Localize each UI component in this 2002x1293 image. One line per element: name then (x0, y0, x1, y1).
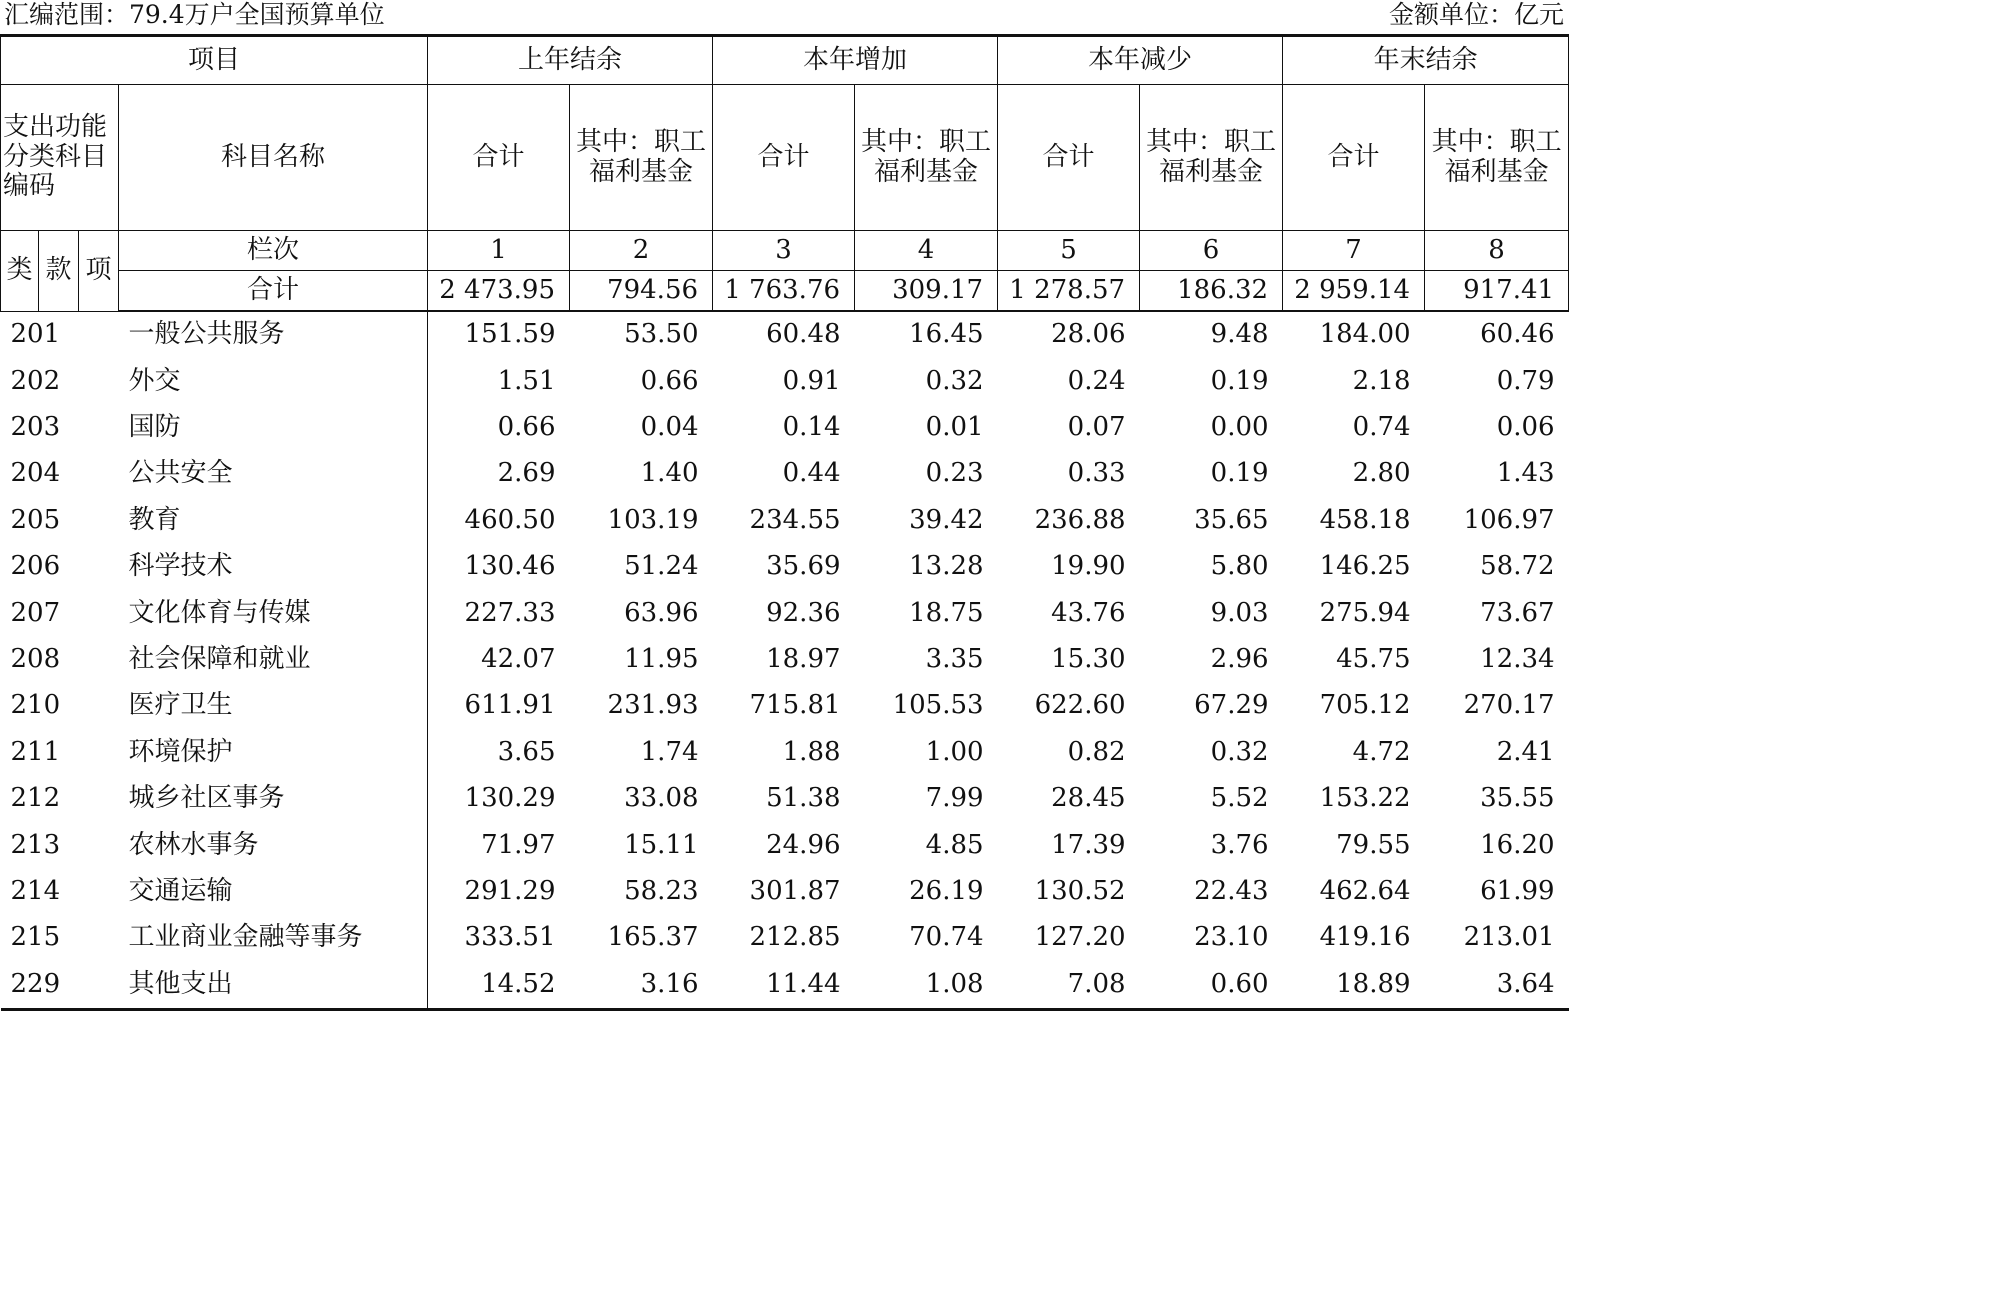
table-body (1, 311, 1569, 1009)
amount-cell: 0.06 (1496, 412, 1555, 443)
grand-total-value: 1 278.57 (998, 271, 1140, 312)
item-header: 项目 (1, 36, 428, 85)
amount-cell: 146.25 (1319, 551, 1411, 582)
budget-balance-table (0, 34, 1569, 1011)
group-header-row (1, 36, 1569, 85)
sub-header-welfare: 其中：职工福利基金 (570, 85, 713, 231)
subject-code-cell: 229 (10, 968, 61, 999)
amount-cell: 2.18 (1352, 365, 1411, 396)
column-number: 2 (570, 231, 713, 271)
scope-note: 汇编范围：79.4万户全国预算单位 (4, 0, 385, 29)
amount-cell: 4.85 (925, 829, 984, 860)
amount-cell: 333.51 (464, 922, 556, 953)
subject-code-cell: 210 (10, 690, 61, 721)
amount-cell: 1.43 (1496, 458, 1555, 489)
amount-cell: 3.65 (497, 736, 556, 767)
sub-header-total: 合计 (428, 85, 570, 231)
subject-code-cell: 211 (10, 736, 61, 767)
amount-cell: 2.80 (1352, 458, 1411, 489)
amount-cell: 0.79 (1496, 365, 1555, 396)
amount-cell: 60.48 (766, 319, 841, 350)
subject-code-cell: 208 (10, 643, 61, 674)
column-number: 6 (1140, 231, 1283, 271)
amount-cell: 42.07 (481, 643, 556, 674)
table-row (1, 590, 1569, 636)
amount-cell: 130.52 (1034, 875, 1126, 906)
amount-cell: 0.32 (1210, 736, 1269, 767)
subject-name-cell: 一般公共服务 (119, 311, 428, 358)
sub-header-row (1, 85, 1569, 231)
amount-cell: 1.00 (925, 736, 984, 767)
group-header-increase: 本年增加 (713, 36, 998, 85)
amount-cell: 234.55 (749, 504, 841, 535)
amount-cell: 0.00 (1210, 412, 1269, 443)
amount-cell: 1.40 (640, 458, 699, 489)
amount-cell: 130.29 (464, 783, 556, 814)
sub-header-welfare: 其中：职工福利基金 (1425, 85, 1569, 231)
column-number: 7 (1283, 231, 1425, 271)
subject-code-cell: 201 (10, 319, 61, 349)
group-header-decrease: 本年减少 (998, 36, 1283, 85)
column-number-row (1, 231, 1569, 271)
amount-cell: 3.76 (1210, 829, 1269, 860)
subject-code-cell: 202 (10, 365, 61, 396)
amount-cell: 11.95 (624, 643, 699, 674)
amount-cell: 53.50 (624, 319, 699, 350)
amount-cell: 2.69 (497, 458, 556, 489)
amount-cell: 45.75 (1336, 643, 1411, 674)
sub-header-total: 合计 (998, 85, 1140, 231)
amount-cell: 1.51 (497, 365, 556, 396)
group-header-prior-balance: 上年结余 (428, 36, 713, 85)
subject-code-cell: 203 (10, 412, 61, 443)
amount-cell: 3.16 (640, 968, 699, 999)
amount-cell: 3.64 (1496, 968, 1555, 999)
amount-cell: 130.46 (464, 551, 556, 582)
amount-cell: 1.88 (782, 736, 841, 767)
amount-cell: 39.42 (909, 504, 984, 535)
amount-cell: 0.66 (497, 412, 556, 443)
table-row (1, 915, 1569, 961)
amount-cell: 35.55 (1480, 783, 1555, 814)
amount-cell: 460.50 (464, 504, 556, 535)
subject-code-cell: 212 (10, 783, 61, 814)
amount-cell: 0.19 (1210, 458, 1269, 489)
amount-cell: 0.82 (1067, 736, 1126, 767)
grand-total-value: 794.56 (570, 271, 713, 312)
amount-cell: 51.38 (766, 783, 841, 814)
amount-cell: 67.29 (1194, 690, 1269, 721)
amount-cell: 15.11 (624, 829, 699, 860)
table-row (1, 311, 1569, 358)
grand-total-value: 2 959.14 (1283, 271, 1425, 312)
amount-cell: 58.72 (1480, 551, 1555, 582)
amount-cell: 458.18 (1319, 504, 1411, 535)
amount-cell: 19.90 (1051, 551, 1126, 582)
amount-cell: 0.24 (1067, 365, 1126, 396)
subject-code-cell: 215 (10, 922, 61, 953)
amount-cell: 43.76 (1051, 597, 1126, 628)
table-row (1, 405, 1569, 451)
amount-cell: 73.67 (1480, 597, 1555, 628)
amount-cell: 1.74 (640, 736, 699, 767)
level-header-section: 款 (39, 231, 79, 312)
grand-total-value: 186.32 (1140, 271, 1283, 312)
subject-code-cell: 214 (10, 875, 61, 906)
subject-name-cell: 外交 (119, 358, 428, 404)
amount-cell: 61.99 (1480, 875, 1555, 906)
subject-name-cell: 国防 (119, 405, 428, 451)
group-header-ending-balance: 年末结余 (1283, 36, 1569, 85)
amount-cell: 462.64 (1319, 875, 1411, 906)
amount-cell: 14.52 (481, 968, 556, 999)
unit-note: 金额单位：亿元 (1388, 0, 1564, 29)
amount-cell: 0.74 (1352, 412, 1411, 443)
amount-cell: 35.69 (766, 551, 841, 582)
amount-cell: 0.14 (782, 412, 841, 443)
amount-cell: 0.23 (925, 458, 984, 489)
grand-total-value: 1 763.76 (713, 271, 855, 312)
amount-cell: 0.44 (782, 458, 841, 489)
table-row (1, 498, 1569, 544)
amount-cell: 153.22 (1319, 783, 1411, 814)
amount-cell: 5.52 (1210, 783, 1269, 814)
subject-name-cell: 科学技术 (119, 544, 428, 590)
amount-cell: 4.72 (1352, 736, 1411, 767)
amount-cell: 79.55 (1336, 829, 1411, 860)
table-row (1, 776, 1569, 822)
amount-cell: 28.06 (1051, 319, 1126, 350)
amount-cell: 71.97 (481, 829, 556, 860)
table-row (1, 451, 1569, 497)
name-column-header: 科目名称 (119, 85, 428, 231)
table-row (1, 730, 1569, 776)
amount-cell: 275.94 (1319, 597, 1411, 628)
subject-name-cell: 交通运输 (119, 869, 428, 915)
amount-cell: 231.93 (607, 690, 699, 721)
sub-header-welfare: 其中：职工福利基金 (1140, 85, 1283, 231)
level-header-category: 类 (1, 231, 39, 312)
amount-cell: 24.96 (766, 829, 841, 860)
subject-code-cell: 204 (10, 458, 61, 489)
amount-cell: 0.07 (1067, 412, 1126, 443)
sub-header-welfare: 其中：职工福利基金 (855, 85, 998, 231)
amount-cell: 51.24 (624, 551, 699, 582)
subject-name-cell: 环境保护 (119, 730, 428, 776)
amount-cell: 9.48 (1210, 319, 1269, 350)
amount-cell: 16.45 (909, 319, 984, 350)
amount-cell: 2.41 (1496, 736, 1555, 767)
grand-total-value: 917.41 (1425, 271, 1569, 312)
amount-cell: 35.65 (1194, 504, 1269, 535)
table-row (1, 961, 1569, 1009)
amount-cell: 22.43 (1194, 875, 1269, 906)
amount-cell: 103.19 (607, 504, 699, 535)
amount-cell: 105.53 (892, 690, 984, 721)
amount-cell: 15.30 (1051, 643, 1126, 674)
subject-code-cell: 206 (10, 551, 61, 582)
table-row (1, 869, 1569, 915)
column-number: 1 (428, 231, 570, 271)
amount-cell: 165.37 (607, 922, 699, 953)
amount-cell: 92.36 (766, 597, 841, 628)
amount-cell: 12.34 (1480, 643, 1555, 674)
subject-name-cell: 城乡社区事务 (119, 776, 428, 822)
amount-cell: 11.44 (766, 968, 841, 999)
sub-header-total: 合计 (1283, 85, 1425, 231)
column-number-label: 栏次 (119, 231, 428, 271)
subject-code-cell: 213 (10, 829, 61, 860)
column-number: 8 (1425, 231, 1569, 271)
amount-cell: 0.01 (925, 412, 984, 443)
amount-cell: 58.23 (624, 875, 699, 906)
amount-cell: 16.20 (1480, 829, 1555, 860)
grand-total-value: 309.17 (855, 271, 998, 312)
table-row (1, 822, 1569, 868)
amount-cell: 18.97 (766, 643, 841, 674)
amount-cell: 611.91 (464, 690, 556, 721)
amount-cell: 33.08 (624, 783, 699, 814)
grand-total-value: 2 473.95 (428, 271, 570, 312)
amount-cell: 705.12 (1319, 690, 1411, 721)
amount-cell: 227.33 (464, 597, 556, 628)
subject-name-cell: 文化体育与传媒 (119, 590, 428, 636)
amount-cell: 17.39 (1051, 829, 1126, 860)
amount-cell: 5.80 (1210, 551, 1269, 582)
subject-name-cell: 社会保障和就业 (119, 637, 428, 683)
code-column-header: 支出功能分类科目编码 (1, 85, 119, 231)
amount-cell: 212.85 (749, 922, 841, 953)
amount-cell: 63.96 (624, 597, 699, 628)
amount-cell: 0.60 (1210, 968, 1269, 999)
amount-cell: 419.16 (1319, 922, 1411, 953)
subject-name-cell: 农林水事务 (119, 822, 428, 868)
amount-cell: 1.08 (925, 968, 984, 999)
amount-cell: 0.91 (782, 365, 841, 396)
subject-code-cell: 207 (10, 597, 61, 628)
column-number: 5 (998, 231, 1140, 271)
column-number: 4 (855, 231, 998, 271)
table-row (1, 358, 1569, 404)
subject-name-cell: 教育 (119, 498, 428, 544)
table-caption (0, 0, 1568, 30)
amount-cell: 0.33 (1067, 458, 1126, 489)
amount-cell: 18.75 (909, 597, 984, 628)
amount-cell: 9.03 (1210, 597, 1269, 628)
amount-cell: 0.04 (640, 412, 699, 443)
amount-cell: 715.81 (749, 690, 841, 721)
subject-name-cell: 医疗卫生 (119, 683, 428, 729)
amount-cell: 213.01 (1463, 922, 1555, 953)
amount-cell: 270.17 (1463, 690, 1555, 721)
amount-cell: 151.59 (464, 319, 556, 350)
subject-code-cell: 205 (10, 504, 61, 535)
amount-cell: 23.10 (1194, 922, 1269, 953)
table-row (1, 683, 1569, 729)
level-header-item: 项 (79, 231, 119, 312)
sub-header-total: 合计 (713, 85, 855, 231)
amount-cell: 0.32 (925, 365, 984, 396)
subject-name-cell: 公共安全 (119, 451, 428, 497)
amount-cell: 3.35 (925, 643, 984, 674)
amount-cell: 127.20 (1034, 922, 1126, 953)
amount-cell: 70.74 (909, 922, 984, 953)
amount-cell: 0.19 (1210, 365, 1269, 396)
column-number: 3 (713, 231, 855, 271)
amount-cell: 2.96 (1210, 643, 1269, 674)
amount-cell: 622.60 (1034, 690, 1126, 721)
amount-cell: 13.28 (909, 551, 984, 582)
amount-cell: 184.00 (1319, 319, 1411, 350)
subject-name-cell: 工业商业金融等事务 (119, 915, 428, 961)
subject-name-cell: 其他支出 (119, 961, 428, 1009)
amount-cell: 0.66 (640, 365, 699, 396)
amount-cell: 18.89 (1336, 968, 1411, 999)
amount-cell: 28.45 (1051, 783, 1126, 814)
table-row (1, 544, 1569, 590)
amount-cell: 7.99 (925, 783, 984, 814)
grand-total-row (1, 271, 1569, 312)
amount-cell: 291.29 (464, 875, 556, 906)
amount-cell: 106.97 (1463, 504, 1555, 535)
grand-total-label: 合计 (119, 271, 428, 312)
amount-cell: 26.19 (909, 875, 984, 906)
amount-cell: 301.87 (749, 875, 841, 906)
table-row (1, 637, 1569, 683)
amount-cell: 60.46 (1480, 319, 1555, 350)
amount-cell: 7.08 (1067, 968, 1126, 999)
amount-cell: 236.88 (1034, 504, 1126, 535)
